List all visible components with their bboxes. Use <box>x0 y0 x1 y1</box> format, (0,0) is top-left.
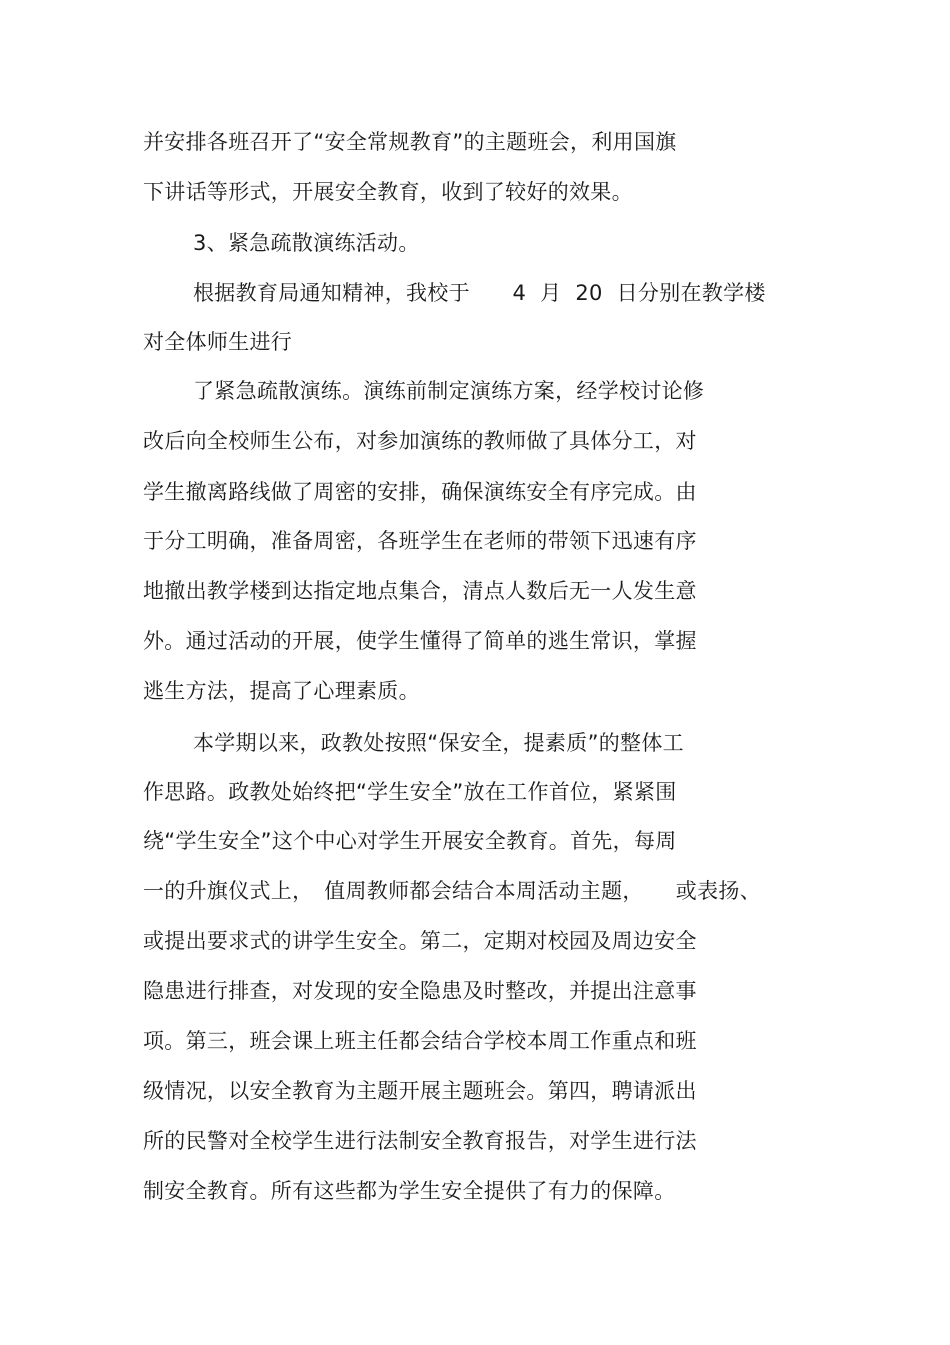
text-line-6: 了紧急疏散演练。演练前制定演练方案，经学校讨论修 <box>193 379 705 403</box>
text-line-21: 所的民警对全校学生进行法制安全教育报告，对学生进行法 <box>143 1129 697 1153</box>
text-line-4: 根据教育局通知精神，我校于 4 月 20 日分别在教学楼 <box>193 281 766 305</box>
text-line-15: 绕“学生安全”这个中心对学生开展安全教育。首先，每周 <box>143 829 677 853</box>
text-line-1: 并安排各班召开了“安全常规教育”的主题班会，利用国旗 <box>143 130 677 154</box>
section-heading: 3、紧急疏散演练活动。 <box>193 231 420 255</box>
text-line-12: 逃生方法，提高了心理素质。 <box>143 679 420 703</box>
text-line-19: 项。第三，班会课上班主任都会结合学校本周工作重点和班 <box>143 1029 697 1053</box>
text-line-20: 级情况，以安全教育为主题开展主题班会。第四，聘请派出 <box>143 1079 697 1103</box>
text-line-9: 于分工明确，准备周密，各班学生在老师的带领下迅速有序 <box>143 529 697 553</box>
text-line-22: 制安全教育。所有这些都为学生安全提供了有力的保障。 <box>143 1179 676 1203</box>
text-line-16: 一的升旗仪式上， 值周教师都会结合本周活动主题， 或表扬、 <box>143 879 761 903</box>
text-line-18: 隐患进行排查，对发现的安全隐患及时整改，并提出注意事 <box>143 979 697 1003</box>
text-line-10: 地撤出教学楼到达指定地点集合，清点人数后无一人发生意 <box>143 579 697 603</box>
text-line-8: 学生撤离路线做了周密的安排，确保演练安全有序完成。由 <box>143 480 697 504</box>
text-line-11: 外。通过活动的开展，使学生懂得了简单的逃生常识，掌握 <box>143 629 697 653</box>
text-line-13: 本学期以来，政教处按照“保安全，提素质”的整体工 <box>193 731 684 755</box>
text-line-17: 或提出要求式的讲学生安全。第二，定期对校园及周边安全 <box>143 929 697 953</box>
text-line-7: 改后向全校师生公布，对参加演练的教师做了具体分工，对 <box>143 429 697 453</box>
text-line-14: 作思路。政教处始终把“学生安全”放在工作首位，紧紧围 <box>143 780 677 804</box>
text-line-5: 对全体师生进行 <box>143 330 293 354</box>
text-line-2: 下讲话等形式，开展安全教育，收到了较好的效果。 <box>143 180 633 204</box>
